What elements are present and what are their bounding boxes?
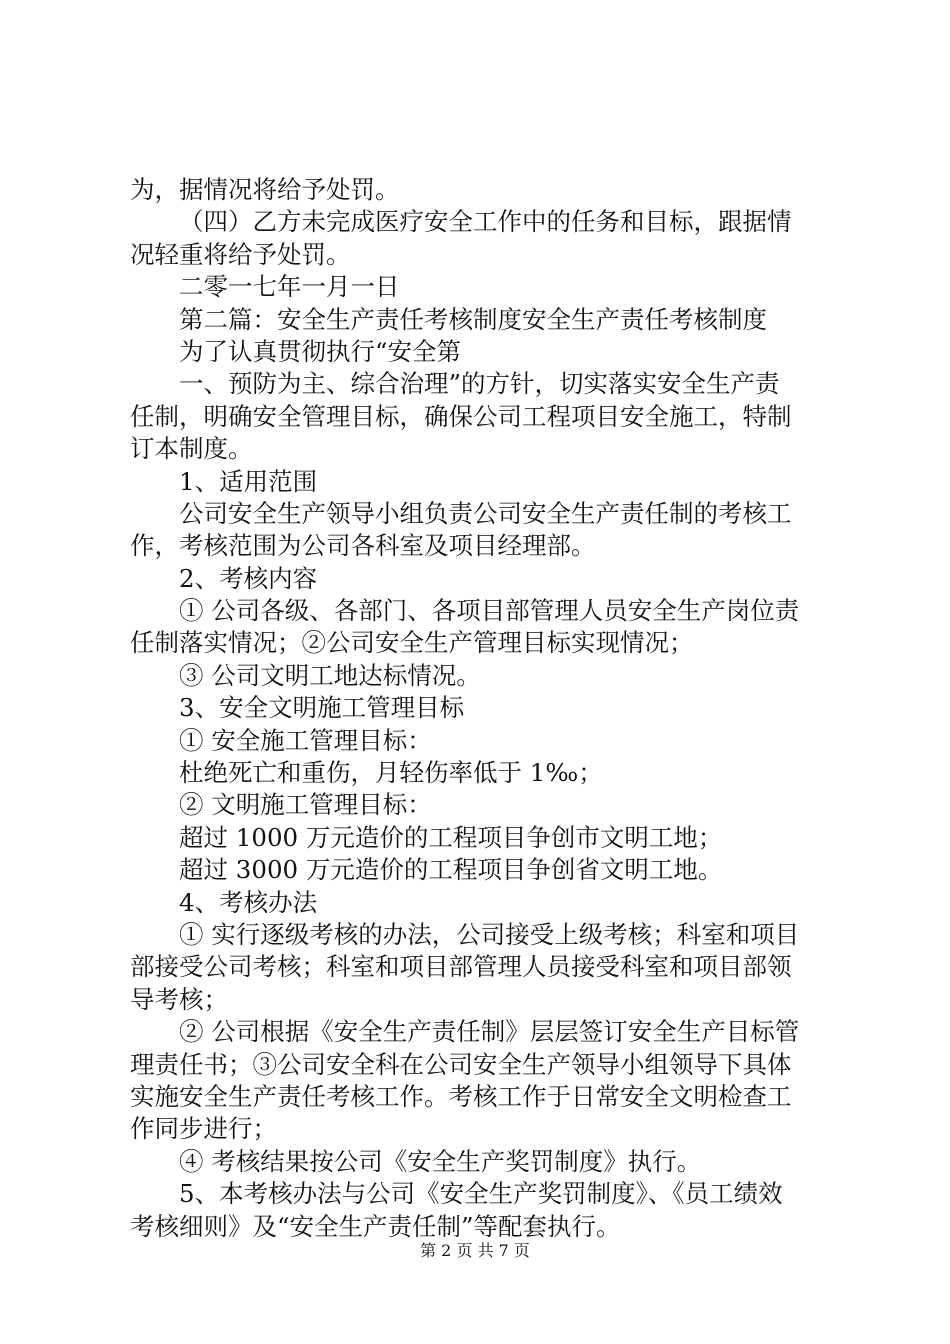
text-line: 况轻重将给予处罚。 — [130, 239, 351, 269]
text-line: 杜绝死亡和重伤，月轻伤率低于 1‰； — [179, 758, 603, 788]
text-line: 为，据情况将给予处罚。 — [130, 175, 400, 204]
text-line: 超过 3000 万元造价的工程项目争创省文明工地。 — [179, 855, 723, 885]
text-line: 超过 1000 万元造价的工程项目争创市文明工地； — [179, 822, 723, 852]
text-line: 4、考核办法 — [179, 887, 318, 917]
text-line: 1、适用范围 — [179, 466, 318, 496]
text-line: （四）乙方未完成医疗安全工作中的任务和目标，跟据情 — [179, 207, 792, 237]
text-line: 实施安全生产责任考核工作。考核工作于日常安全文明检查工 — [130, 1081, 792, 1111]
text-line: ① 实行逐级考核的办法，公司接受上级考核；科室和项目 — [179, 919, 800, 949]
text-line: 二零一七年一月一日 — [179, 272, 400, 302]
text-line: 5、本考核办法与公司《安全生产奖罚制度》、《员工绩效 — [179, 1179, 783, 1209]
text-line: 公司安全生产领导小组负责公司安全生产责任制的考核工 — [179, 498, 792, 528]
text-line: ④ 考核结果按公司《安全生产奖罚制度》执行。 — [179, 1146, 702, 1176]
text-line: 第二篇：安全生产责任考核制度安全生产责任考核制度 — [179, 304, 767, 334]
text-line: 作同步进行； — [130, 1114, 277, 1144]
text-line: 为了认真贯彻执行“安全第 — [179, 336, 462, 366]
page-footer: 第 2 页 共 7 页 — [420, 1241, 530, 1260]
text-line: 一、预防为主、综合治理”的方针，切实落实安全生产责 — [179, 369, 780, 399]
text-line: 作，考核范围为公司各科室及项目经理部。 — [130, 531, 596, 561]
text-line: ② 文明施工管理目标： — [179, 790, 432, 820]
text-line: 任制，明确安全管理目标，确保公司工程项目安全施工，特制 — [130, 401, 792, 431]
text-line: 2、考核内容 — [179, 563, 318, 593]
text-line: ① 安全施工管理目标： — [179, 725, 432, 755]
text-line: 导考核； — [130, 984, 228, 1014]
text-line: ② 公司根据《安全生产责任制》层层签订安全生产目标管 — [179, 1017, 800, 1047]
text-line: 3、安全文明施工管理目标 — [179, 693, 465, 723]
text-line: ③ 公司文明工地达标情况。 — [179, 660, 481, 690]
text-line: ① 公司各级、各部门、各项目部管理人员安全生产岗位责 — [179, 596, 800, 626]
document-body — [130, 174, 830, 1243]
text-line: 订本制度。 — [130, 434, 253, 464]
text-line: 考核细则》及“安全生产责任制”等配套执行。 — [130, 1211, 621, 1241]
text-line: 任制落实情况；②公司安全生产管理目标实现情况； — [130, 628, 694, 658]
text-line: 部接受公司考核；科室和项目部管理人员接受科室和项目部领 — [130, 952, 792, 982]
text-line: 理责任书；③公司安全科在公司安全生产领导小组领导下具体 — [130, 1049, 792, 1079]
